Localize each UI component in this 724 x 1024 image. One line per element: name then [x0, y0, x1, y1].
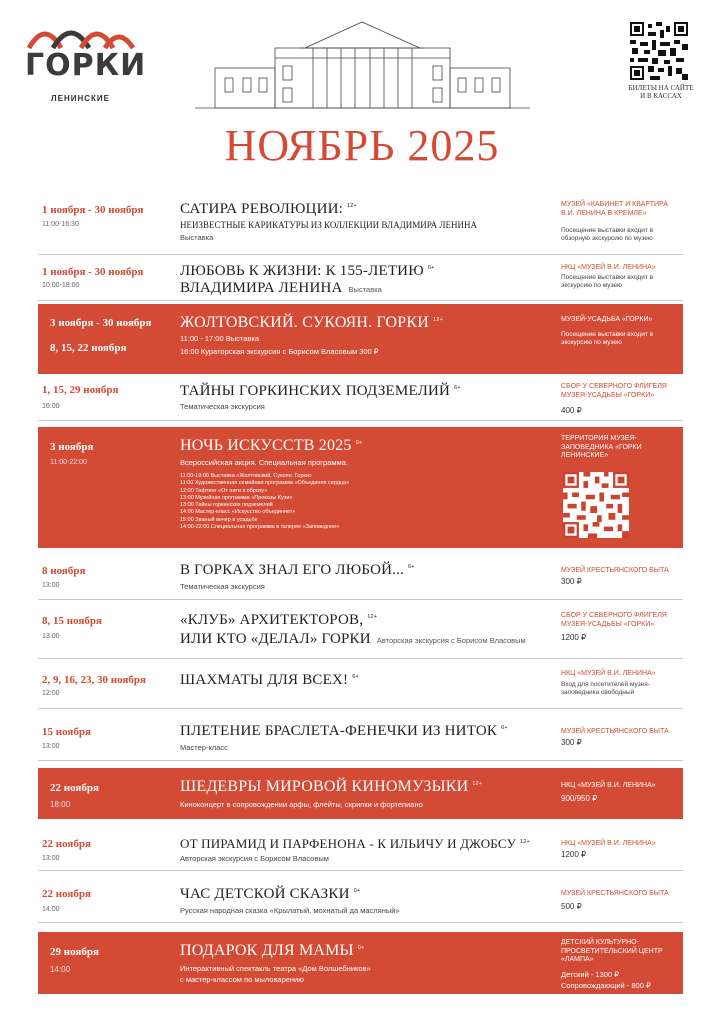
event-row[interactable] [38, 378, 683, 421]
event-place: СБОР У СЕВЕРНОГО ФЛИГЕЛЯ МУЗЕЯ-УСАДЬБЫ «ГОРКИ» [561, 612, 667, 628]
age-rating: 12+ [472, 780, 483, 787]
event-subtitle: НЕИЗВЕСТНЫЕ КАРИКАТУРЫ ИЗ КОЛЛЕКЦИИ ВЛАДИМИРА ЛЕНИНА [180, 220, 477, 230]
event-title-text: ШЕДЕВРЫ МИРОВОЙ КИНОМУЗЫКИ [180, 778, 469, 795]
event-price: Детский - 1300 ₽ [561, 970, 619, 979]
event-type: Тематическая экскурсия [180, 402, 265, 411]
event-subtitle: Всероссийская акция. Специальная программа. [180, 458, 348, 467]
gorki-logo[interactable] [25, 18, 147, 103]
event-type: Русская народная сказка «Крылатый, мохнатый да масляный» [180, 906, 400, 915]
event-title [180, 886, 360, 903]
event-date: 22 ноября [50, 782, 99, 794]
event-type: Авторская экскурсия с Борисом Власовым [180, 854, 329, 863]
age-rating: 12+ [519, 838, 530, 845]
tickets-line-1: БИЛЕТЫ НА САЙТЕ [628, 84, 694, 92]
event-date: 1, 15, 29 ноября [42, 384, 119, 396]
event-time: 16:00 [42, 403, 60, 410]
event-title-text: ЛЮБОВЬ К ЖИЗНИ: К 155-ЛЕТИЮ [180, 263, 424, 279]
event-title-text: ЖОЛТОВСКИЙ. СУКОЯН. ГОРКИ [180, 314, 430, 331]
event-title-text: «КЛУБ» АРХИТЕКТОРОВ, [180, 612, 364, 628]
event-program [180, 473, 349, 531]
event-title [180, 836, 530, 852]
event-time: 13:00 [42, 582, 60, 589]
event-row[interactable] [38, 557, 683, 600]
event-row-highlight[interactable] [38, 304, 683, 374]
event-price: 500 ₽ [561, 902, 582, 911]
event-type: Выставка [348, 285, 382, 294]
event-title [180, 383, 461, 400]
event-place: МУЗЕЙ «КАБИНЕТ И КВАРТИРА В.И. ЛЕНИНА В КРЕМЛЕ» [561, 201, 668, 217]
logo-sub-text: ЛЕНИНСКИЕ [51, 94, 110, 103]
event-title-line-2 [180, 631, 526, 648]
event-type: Мастер-класс [180, 743, 228, 752]
event-row[interactable] [38, 666, 683, 709]
event-title-text: ТАЙНЫ ГОРКИНСКИХ ПОДЗЕМЕЛИЙ [180, 383, 451, 399]
event-time: 13:00 [42, 743, 60, 750]
tickets-line-2: И В КАССАХ [640, 92, 682, 100]
event-row[interactable] [38, 880, 683, 923]
event-place: ДЕТСКИЙ КУЛЬТУРНО-ПРОСВЕТИТЕЛЬСКИЙ ЦЕНТР «ЛАМПА» [561, 939, 663, 963]
event-date: 3 ноября [50, 441, 94, 453]
event-title [180, 672, 359, 689]
event-date: 2, 9, 16, 23, 30 ноября [42, 674, 146, 686]
event-date: 8 ноября [42, 565, 86, 577]
logo-main-text: ГОРКИ [25, 48, 147, 83]
event-subtitle: Интерактивный спектакль театра «Дом Волшебников» [180, 964, 371, 973]
event-time: 14:00 [42, 906, 60, 913]
event-schedule-2: 16:00 Кураторская экскурсия с Борисом Власовым 300 ₽ [180, 347, 379, 356]
event-date-2: 8, 15, 22 ноября [50, 342, 127, 354]
event-date: 22 ноября [42, 838, 91, 850]
event-price: 900/950 ₽ [561, 794, 598, 803]
event-price: 400 ₽ [561, 406, 582, 415]
event-title-text: ПОДАРОК ДЛЯ МАМЫ [180, 942, 354, 959]
event-place: НКЦ «МУЗЕЙ В.И. ЛЕНИНА» [561, 840, 656, 847]
event-price-2: Сопровождающий - 800 ₽ [561, 981, 651, 990]
event-title [180, 201, 357, 218]
event-title-line-2 [180, 280, 382, 297]
event-note: Посещение выставки входит в обзорную экскурсию по музею [561, 227, 654, 242]
program-item: 13:00 Тайны горкинских подземелий [180, 502, 273, 509]
event-price: 1200 ₽ [561, 633, 587, 642]
event-subtitle-2: с мастер-классом по мыловарению [180, 975, 304, 984]
event-date: 29 ноября [50, 946, 99, 958]
event-place: МУЗЕЙ КРЕСТЬЯНСКОГО БЫТА [561, 567, 669, 574]
event-price: 1200 ₽ [561, 850, 587, 859]
age-rating: 12+ [367, 614, 378, 620]
program-item: 11:00 Художественная семейная программа «Объединяя сердца» [180, 480, 350, 487]
page-title: НОЯБРЬ 2025 [224, 121, 500, 170]
event-time: 11:00-22:00 [50, 459, 87, 466]
program-item: 13:00 Музейная программа «Проказы Кузи» [180, 494, 293, 501]
event-place: МУЗЕЙ КРЕСТЬЯНСКОГО БЫТА [561, 728, 669, 735]
event-place: МУЗЕЙ КРЕСТЬЯНСКОГО БЫТА [561, 890, 669, 897]
event-title [180, 723, 508, 740]
event-title-text: САТИРА РЕВОЛЮЦИИ: [180, 201, 344, 217]
age-rating: 0+ [353, 888, 361, 894]
event-row[interactable] [38, 607, 683, 659]
event-row[interactable] [38, 196, 683, 255]
event-place: СБОР У СЕВЕРНОГО ФЛИГЕЛЯ МУЗЕЯ-УСАДЬБЫ «ГОРКИ» [561, 383, 667, 399]
event-row-highlight[interactable] [38, 768, 683, 819]
program-item: 14:00 Мастер-класс «Искусство объединяет» [180, 509, 296, 516]
event-title-text: ОТ ПИРАМИД И ПАРФЕНОНА - К ИЛЬИЧУ И ДЖОБСУ [180, 836, 516, 851]
event-row[interactable] [38, 828, 683, 871]
event-title-text: ШАХМАТЫ ДЛЯ ВСЕХ! [180, 672, 349, 688]
event-type: Тематическая экскурсия [180, 582, 265, 591]
age-rating: 0+ [357, 944, 365, 951]
program-item: 12:00 Тафтинг «От нити к образу» [180, 487, 268, 494]
event-note: Вход для посетителей музея-заповедника свободный [561, 681, 650, 696]
event-time: 13:00 [42, 855, 60, 862]
age-rating: 6+ [408, 564, 415, 570]
tickets-qr-code[interactable] [630, 22, 688, 80]
event-schedule-1: 11:00 - 17:00 Выставка [180, 334, 259, 343]
event-title-text: ПЛЕТЕНИЕ БРАСЛЕТА-ФЕНЕЧКИ ИЗ НИТОК [180, 723, 498, 739]
event-place: ТЕРРИТОРИЯ МУЗЕЯ-ЗАПОВЕДНИКА «ГОРКИ ЛЕНИНСКИЕ» [561, 435, 642, 459]
age-rating: 12+ [433, 316, 443, 323]
event-title [180, 314, 443, 332]
event-title-text-2: ВЛАДИМИРА ЛЕНИНА [180, 280, 343, 296]
event-row[interactable] [38, 718, 683, 761]
event-subtitle: Киноконцерт в сопровождении арфы, флейты, скрипки и фортепиано [180, 800, 423, 809]
event-place: НКЦ «МУЗЕЙ В.И. ЛЕНИНА» [561, 670, 656, 677]
event-title-text: В ГОРКАХ ЗНАЛ ЕГО ЛЮБОЙ... [180, 562, 405, 578]
age-rating: 6+ [427, 265, 435, 271]
event-date: 8, 15 ноября [42, 615, 102, 627]
event-note: Посещение выставки входит в экскурсию по музею [561, 331, 654, 346]
event-qr-code[interactable] [563, 472, 629, 538]
event-type: Выставка [180, 233, 214, 242]
event-price: 300 ₽ [561, 577, 582, 586]
tickets-note [616, 84, 706, 100]
event-time: 12:00 [42, 690, 60, 697]
event-date: 1 ноября - 30 ноября [42, 266, 144, 278]
event-title [180, 612, 377, 629]
event-date: 3 ноября - 30 ноября [50, 317, 152, 329]
age-rating: 0+ [355, 439, 363, 446]
event-place: МУЗЕЙ-УСАДЬБА «ГОРКИ» [561, 316, 653, 323]
program-item: 11:00-19:00 Выставка «Жолтовский. Сукоян. Горки» [180, 473, 312, 479]
age-rating: 6+ [352, 674, 359, 680]
program-item: 14:00-22:00 Специальная программа в галерее «Заповедное» [180, 524, 340, 531]
event-title [180, 778, 482, 796]
age-rating: 6+ [501, 725, 508, 731]
event-place: НКЦ «МУЗЕЙ В.И. ЛЕНИНА» [561, 782, 656, 789]
age-rating: 12+ [347, 203, 357, 209]
event-date: 22 ноября [42, 888, 91, 900]
event-title [180, 562, 415, 579]
event-row[interactable] [38, 258, 683, 301]
event-place: НКЦ «МУЗЕЙ В.И. ЛЕНИНА» [561, 264, 656, 271]
event-title-text-2: ИЛИ КТО «ДЕЛАЛ» ГОРКИ [180, 631, 371, 647]
event-time: 11:00-16:30 [42, 221, 79, 228]
manor-building-drawing [195, 18, 530, 113]
event-title-text: ЧАС ДЕТСКОЙ СКАЗКИ [180, 886, 350, 902]
event-price: 300 ₽ [561, 738, 582, 747]
page-header [0, 0, 724, 190]
event-title-text: НОЧЬ ИСКУССТВ 2025 [180, 437, 352, 454]
event-time: 14:00 [50, 965, 71, 974]
program-item: 15:00 Званый вечер в усадьбе [180, 516, 258, 523]
event-type: Авторская экскурсия с Борисом Власовым [376, 636, 526, 645]
event-row-highlight[interactable] [38, 932, 683, 994]
event-title [180, 942, 364, 960]
event-date: 1 ноября - 30 ноября [42, 204, 144, 216]
event-time: 13:00 [42, 633, 60, 640]
event-title [180, 263, 435, 280]
event-note: Посещение выставки входит в экскурсию по музею [561, 274, 654, 289]
age-rating: 6+ [454, 385, 461, 391]
event-time: 18:00 [50, 800, 71, 809]
event-time: 10:00-18:00 [42, 282, 80, 289]
logo-arcs-icon [25, 18, 135, 50]
event-date: 15 ноября [42, 726, 91, 738]
event-row-highlight[interactable] [38, 427, 683, 548]
event-title [180, 437, 362, 455]
